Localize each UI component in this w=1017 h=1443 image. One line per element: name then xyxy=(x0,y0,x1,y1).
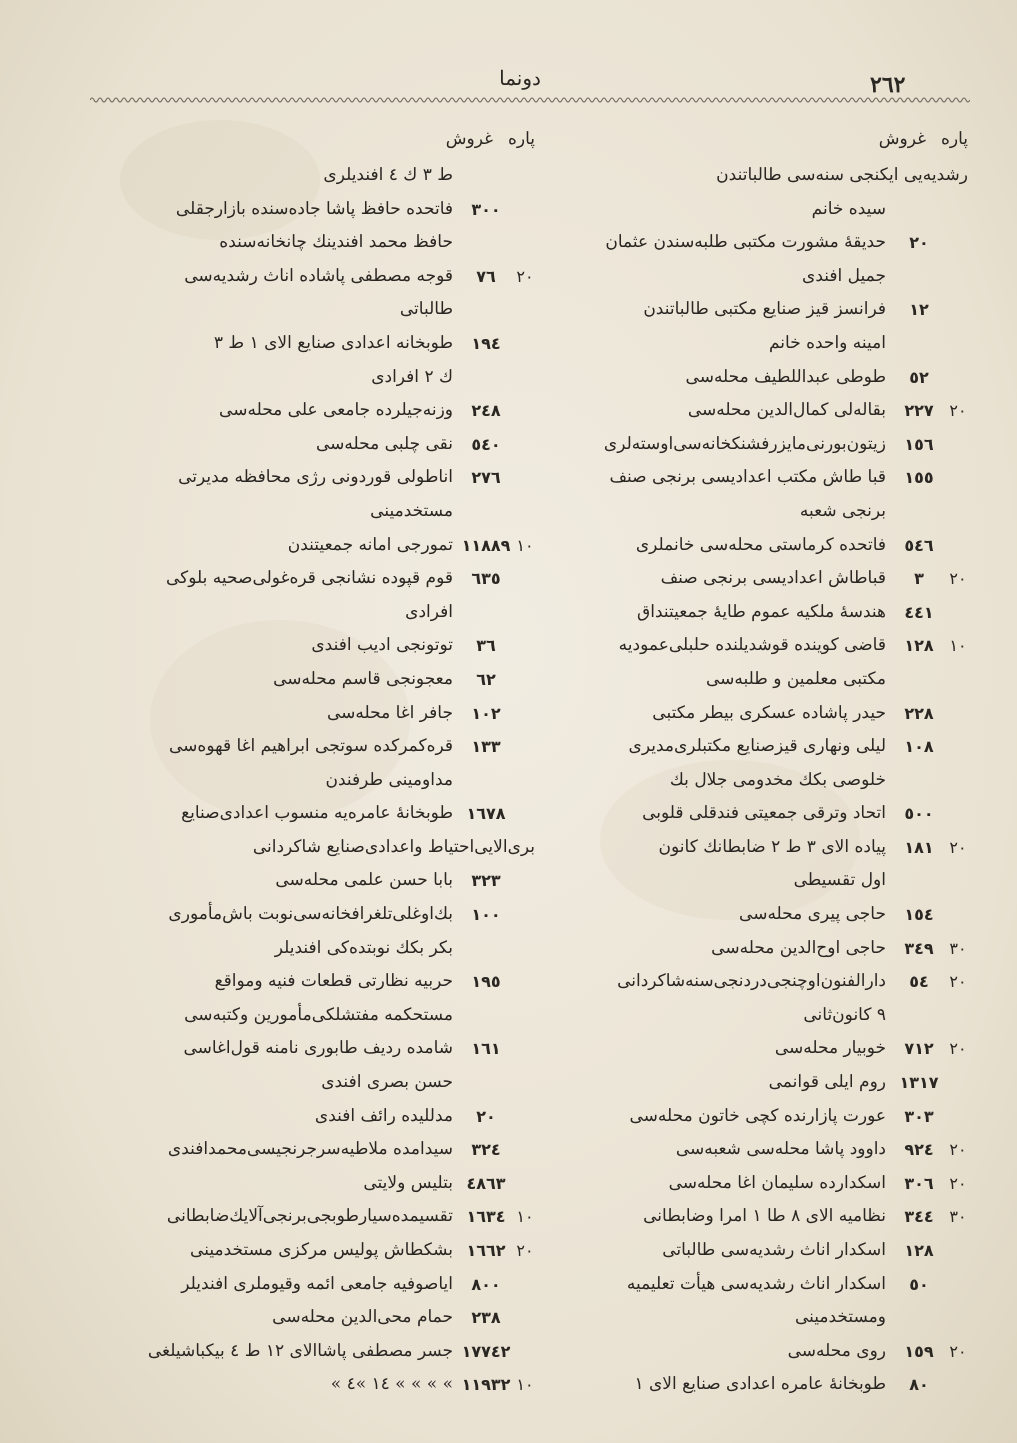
donor-description: حدیقهٔ مشورت مکتبی طلبه‌سندن عثمان xyxy=(605,232,886,253)
ghurush-amount: ۳۲٤ xyxy=(471,1140,501,1160)
donation-entry xyxy=(95,965,535,999)
ghurush-amount: ۱٦۱ xyxy=(471,1039,501,1059)
donation-entry xyxy=(95,226,535,260)
donation-entry xyxy=(528,1133,968,1167)
donation-entry xyxy=(528,1234,968,1268)
donation-entry xyxy=(528,260,968,294)
donation-entry xyxy=(528,764,968,798)
donor-description: ك ۲ افرادی xyxy=(371,366,453,387)
page-number: ۲٦۲ xyxy=(870,72,906,98)
donor-description: جافر اغا محله‌سی xyxy=(326,702,453,723)
donor-description: قوجه مصطفی پاشاده اناث رشدیه‌سی xyxy=(184,265,453,286)
ghurush-amount: ۸۰۰ xyxy=(471,1274,501,1294)
ghurush-amount: ۱٦۳٤ xyxy=(466,1207,506,1227)
ghurush-amount: ۷٦ xyxy=(476,266,496,286)
donor-description: افرادی xyxy=(405,601,453,622)
ghurush-amount: ۹۲٤ xyxy=(904,1140,934,1160)
donation-entry xyxy=(528,797,968,831)
donor-description: اتحاد وترقی جمعیتی فندقلی قلوبی xyxy=(642,803,886,824)
ghurush-amount: ٥٤ xyxy=(909,972,929,992)
para-amount: ۱۰ xyxy=(949,636,967,656)
left-column xyxy=(95,125,535,1395)
donation-entry xyxy=(528,327,968,361)
donor-description: فرانسز قیز صنایع مکتبی طالباتندن xyxy=(643,299,886,320)
donor-description: بتلیس ولایتی xyxy=(363,1172,453,1193)
ghurush-amount: ۲۰ xyxy=(476,1106,496,1126)
donor-description: حاجی پیری محله‌سی xyxy=(739,904,886,925)
ghurush-amount: ۲۲۷ xyxy=(904,401,934,421)
ghurush-amount: ۱٥٥ xyxy=(904,468,934,488)
donation-entry xyxy=(95,1032,535,1066)
donation-entry xyxy=(95,629,535,663)
para-amount: ۱۰ xyxy=(516,1375,534,1395)
ghurush-amount: ۱٦۷۸ xyxy=(466,804,506,824)
donation-entry xyxy=(528,730,968,764)
para-amount: ۲۰ xyxy=(949,569,967,589)
donor-description: قوم قپوده نشانجی قره‌غولی‌صحیه بلوکی xyxy=(165,568,453,589)
donor-description: خلوصی بکك مخدومی جلال بك xyxy=(669,769,886,790)
donor-description: مستخدمینی xyxy=(370,500,453,521)
ghurush-amount: ٥٤٦ xyxy=(904,535,934,555)
ghurush-amount: ۳۰۰ xyxy=(471,199,501,219)
donor-description: مداومینی طرفندن xyxy=(325,769,453,790)
donation-entry xyxy=(528,1167,968,1201)
donation-entry xyxy=(95,864,535,898)
para-header: پاره xyxy=(507,129,535,149)
donation-entry xyxy=(95,361,535,395)
donor-description: طوطی عبداللطیف محله‌سی xyxy=(685,366,886,387)
donor-description: حافظ محمد افندینك چانخانه‌سنده xyxy=(219,232,453,253)
donor-description: حیدر پاشاده عسکری بیطر مکتبی xyxy=(652,702,886,723)
donor-description: بابا حسن علمی محله‌سی xyxy=(275,870,453,891)
donor-description: قره‌کمرکده سوتجی ابراهیم اغا قهوه‌سی xyxy=(169,736,453,757)
para-amount: ۲۰ xyxy=(949,972,967,992)
donation-entry xyxy=(95,529,535,563)
donation-entry xyxy=(95,999,535,1033)
ghurush-amount: ۱۲۸ xyxy=(904,1241,934,1260)
donor-description: لیلی ونهاری قیزصنایع مکتبلری‌مدیری xyxy=(628,736,886,757)
ghurush-amount: ۱۰۲ xyxy=(471,703,501,723)
donation-entry xyxy=(528,1032,968,1066)
ghurush-amount: ۱٥٦ xyxy=(904,434,934,454)
donation-entry xyxy=(95,428,535,462)
donation-entry xyxy=(528,831,968,865)
donation-entry xyxy=(528,529,968,563)
donation-entry xyxy=(95,159,535,193)
para-amount: ۲۰ xyxy=(949,1173,967,1193)
donation-entry xyxy=(95,394,535,428)
ghurush-amount: ٥٤۰ xyxy=(471,434,501,454)
donor-description: فاتحده کرماستی محله‌سی خانملری xyxy=(635,534,886,555)
donation-entry xyxy=(528,629,968,663)
para-amount: ۲۰ xyxy=(949,1140,967,1160)
donation-entry xyxy=(95,898,535,932)
donor-description: بشکطاش پولیس مرکزی مستخدمینی xyxy=(190,1240,453,1260)
donation-entry xyxy=(95,1368,535,1402)
donation-entry xyxy=(95,1268,535,1302)
donation-entry xyxy=(528,898,968,932)
donation-entry xyxy=(95,1335,535,1369)
ghurush-amount: ۱۲ xyxy=(909,300,929,320)
ghurush-amount: ۱۳۱۷ xyxy=(899,1073,939,1093)
donor-description: عورت پازارنده کچی خاتون محله‌سی xyxy=(629,1105,886,1126)
donor-description: روی محله‌سی xyxy=(787,1340,886,1361)
donation-entry xyxy=(95,1100,535,1134)
ghurush-amount: ۱۰۰ xyxy=(471,905,501,925)
donor-description: سیدامده ملاطیه‌سرجرنجیسی‌محمدافندی xyxy=(167,1139,453,1160)
donor-description: امینه واحده خانم xyxy=(768,332,886,353)
ghurush-header: غروش xyxy=(445,129,493,149)
column-header xyxy=(95,125,535,159)
donation-entry xyxy=(528,1301,968,1335)
donor-description: نظامیه الای ۸ طا ۱ امرا وضابطانی xyxy=(643,1206,886,1227)
donation-entry xyxy=(528,159,968,193)
donation-entry xyxy=(95,193,535,227)
donor-description: اول تقسیطی xyxy=(793,870,886,891)
right-column xyxy=(528,125,968,1395)
donation-entry xyxy=(528,663,968,697)
ghurush-amount: ۲۳۸ xyxy=(471,1308,501,1328)
donation-entry xyxy=(95,327,535,361)
donation-entry xyxy=(528,1368,968,1402)
donation-entry xyxy=(528,999,968,1033)
donation-entry xyxy=(95,764,535,798)
donor-description: ومستخدمینی xyxy=(794,1307,886,1328)
donor-description: هندسهٔ ملکیه عموم طایهٔ جمعیتنداق xyxy=(637,601,886,622)
donation-entry xyxy=(95,461,535,495)
ghurush-amount: ۳ xyxy=(914,569,924,589)
donor-description: دارالفنون‌اوچنجی‌دردنجی‌سنه‌شاکردانی xyxy=(617,971,886,992)
ghurush-amount: ۱۷۷٤۲ xyxy=(461,1341,511,1361)
donor-description: داوود پاشا محله‌سی شعبه‌سی xyxy=(675,1139,886,1160)
donor-description: ۹ کانون‌ثانی xyxy=(803,1004,886,1025)
ghurush-amount: ۲۲۸ xyxy=(904,703,934,723)
para-amount: ۲۰ xyxy=(949,1039,967,1059)
donor-description: مستحکمه مفتشلکی‌مأمورین وکتبه‌سی xyxy=(184,1004,453,1025)
para-amount: ۲۰ xyxy=(949,401,967,421)
ghurush-amount: ۱۰۸ xyxy=(904,737,934,757)
donor-description: جمیل افندی xyxy=(802,265,886,286)
ghurush-amount: ۳۰٦ xyxy=(904,1173,934,1193)
ghurush-amount: ۱۹٤ xyxy=(471,333,501,353)
ghurush-amount: ٤٤۱ xyxy=(904,602,934,622)
donation-entry xyxy=(95,260,535,294)
donor-description: اسکدار اناث رشدیه‌سی طالباتی xyxy=(662,1240,886,1260)
para-amount: ۱۰ xyxy=(516,1207,534,1227)
donor-description: پیاده الای ۳ ط ۲ ضابطانك کانون xyxy=(658,836,886,857)
donation-entry xyxy=(528,293,968,327)
para-amount: ۳۰ xyxy=(949,1207,967,1227)
donor-description: حمام محی‌الدین محله‌سی xyxy=(272,1307,453,1328)
donor-description: بك‌اوغلی‌تلغرافخانه‌سی‌نوبت باش‌مأموری xyxy=(168,904,453,925)
donation-entry xyxy=(528,1335,968,1369)
donation-entry xyxy=(95,797,535,831)
ghurush-amount: ۳۰۳ xyxy=(904,1106,934,1126)
donor-description: جسر مصطفی پاشاالای ۱۲ ط ٤ بیکباشیلغی xyxy=(147,1340,453,1361)
donation-entry xyxy=(95,562,535,596)
ghurush-amount: ۳۲۳ xyxy=(471,871,501,891)
donation-entry xyxy=(528,461,968,495)
donation-entry xyxy=(95,663,535,697)
donation-entry xyxy=(528,428,968,462)
donor-description: حاجی اوح‌الدین محله‌سی xyxy=(711,937,886,958)
donation-entry xyxy=(95,1133,535,1167)
running-title: دونما xyxy=(499,66,541,90)
donor-description: اناطولی قوردونی رژی محافظه مدیرتی xyxy=(178,467,453,488)
donation-entry xyxy=(528,193,968,227)
donor-description: اسکدارده سلیمان اغا محله‌سی xyxy=(668,1172,886,1193)
donor-description: نقی چلبی محله‌سی xyxy=(316,433,453,454)
donation-entry xyxy=(528,596,968,630)
donation-entry xyxy=(95,293,535,327)
para-amount: ۳۰ xyxy=(949,938,967,958)
donation-entry xyxy=(528,226,968,260)
ghurush-amount: ٤۸٦۳ xyxy=(466,1173,506,1193)
donor-description: سیده خانم xyxy=(811,198,886,219)
para-amount: ۲۰ xyxy=(516,266,534,286)
donor-description: فاتحده حافظ پاشا جاده‌سنده بازارجقلی xyxy=(175,198,453,219)
donation-entry xyxy=(95,495,535,529)
donation-entry xyxy=(95,596,535,630)
donation-entry xyxy=(95,1066,535,1100)
donor-description: برنجی شعبه xyxy=(799,500,886,521)
ghurush-header: غروش xyxy=(878,129,926,149)
ghurush-amount: ۳٤۹ xyxy=(904,938,934,958)
donor-description: توتونجی ادیب افندی xyxy=(311,635,453,656)
ghurush-amount: ۳٦ xyxy=(476,636,496,656)
donor-description: خوبیار محله‌سی xyxy=(774,1038,886,1059)
donation-entry xyxy=(528,1066,968,1100)
donor-description: وزنه‌جیلرده جامعی علی محله‌سی xyxy=(219,400,453,421)
para-amount: ۲۰ xyxy=(516,1241,534,1260)
donation-entry xyxy=(528,1268,968,1302)
donor-description: رشدیه‌یی ایکنجی سنه‌سی طالباتندن xyxy=(716,165,968,185)
column-header xyxy=(528,125,968,159)
donor-description: تقسیمده‌سیارطوبجی‌برنجی‌آلایك‌ضابطانی xyxy=(166,1206,453,1227)
donation-entry xyxy=(528,1200,968,1234)
donation-entry xyxy=(95,730,535,764)
donation-entry xyxy=(528,697,968,731)
para-amount: ۱۰ xyxy=(516,535,534,555)
donation-entry xyxy=(95,1301,535,1335)
donor-description: قباطاش اعدادیسی برنجی صنف xyxy=(660,568,886,589)
donation-entry xyxy=(528,864,968,898)
donation-entry xyxy=(528,361,968,395)
donation-entry xyxy=(528,562,968,596)
ghurush-amount: ۱۱۹۳۲ xyxy=(461,1375,511,1395)
donor-description: ط ۳ ك ٤ افندیلری xyxy=(323,165,453,185)
ghurush-amount: ۳٤٤ xyxy=(904,1207,934,1227)
ghurush-amount: ۲۷٦ xyxy=(471,468,501,488)
donor-description: ایاصوفیه جامعی ائمه وقیوملری افندیلر xyxy=(181,1273,453,1294)
ghurush-amount: ۲۰ xyxy=(909,233,929,253)
donor-description: حربیه نظارتی قطعات فنیه ومواقع xyxy=(214,971,453,992)
ghurush-amount: ۱٥۹ xyxy=(904,1341,934,1361)
donor-description: طالباتی xyxy=(399,299,453,320)
ghurush-amount: ۱۸۱ xyxy=(904,837,934,857)
donation-entry xyxy=(528,394,968,428)
donor-description: بری‌الایی‌احتیاط‌ واعدادی‌صنایع شاکردانی xyxy=(252,836,535,857)
para-amount: ۲۰ xyxy=(949,1341,967,1361)
para-header: پاره xyxy=(940,129,968,149)
donor-description: قاضی کوینده قوشدیلنده حلبلی‌عمودیه xyxy=(618,635,886,656)
donation-entry xyxy=(95,1234,535,1268)
ghurush-amount: ٥۰ xyxy=(909,1274,929,1294)
donor-description: شامده ردیف طابوری نامنه قول‌اغاسی xyxy=(183,1038,453,1059)
donor-description: مدللیده رائف افندی xyxy=(314,1105,453,1126)
donation-entry xyxy=(95,932,535,966)
donor-description: بقاله‌لی کمال‌الدین محله‌سی xyxy=(687,400,886,421)
donation-entry xyxy=(95,831,535,865)
donation-entry xyxy=(528,965,968,999)
donation-entry xyxy=(95,1200,535,1234)
right-entries xyxy=(528,159,968,1402)
ghurush-amount: ۱۲۸ xyxy=(904,636,934,656)
donor-description: طوبخانه اعدادی صنایع الای ۱ ط ۳ xyxy=(213,332,453,353)
page-header xyxy=(0,60,1017,100)
header-wavy-rule xyxy=(90,96,970,104)
donor-description: بکر بکك نوبتده‌کی افندیلر xyxy=(274,937,453,958)
donation-entry xyxy=(528,495,968,529)
ghurush-amount: ۱۳۳ xyxy=(471,737,501,757)
donor-description: » » » » ۱٤ »٤ » xyxy=(330,1374,453,1395)
donor-description: روم ایلی قوانمی xyxy=(768,1072,886,1093)
para-amount: ۲۰ xyxy=(949,837,967,857)
left-entries xyxy=(95,159,535,1402)
ghurush-amount: ٥۰۰ xyxy=(904,804,934,824)
donor-description: قبا طاش مکتب اعدادیسی برنجی صنف xyxy=(609,467,886,488)
donation-entry xyxy=(528,1100,968,1134)
ghurush-amount: ۱٦٦۲ xyxy=(466,1241,506,1260)
donor-description: تمورجی امانه جمعیتندن xyxy=(287,534,453,555)
donor-description: مکتبی معلمین و طلبه‌سی xyxy=(706,668,886,689)
donor-description: معجونجی قاسم محله‌سی xyxy=(273,668,453,689)
ghurush-amount: ٦۳٥ xyxy=(471,569,501,589)
ghurush-amount: ۸۰ xyxy=(909,1375,929,1395)
ghurush-amount: ۱٥٤ xyxy=(904,905,934,925)
ghurush-amount: ۱۱۸۸۹ xyxy=(461,535,511,555)
donation-entry xyxy=(95,1167,535,1201)
ghurush-amount: ۱۹٥ xyxy=(471,972,501,992)
ghurush-amount: ۲٤۸ xyxy=(471,401,501,421)
ghurush-amount: ۷۱۲ xyxy=(904,1039,934,1059)
donor-description: طوبخانهٔ عامره‌یه منسوب اعدادی‌صنایع xyxy=(181,803,453,824)
donor-description: اسکدار اناث رشدیه‌سی هیأت تعلیمیه xyxy=(626,1273,886,1294)
donation-entry xyxy=(95,697,535,731)
donor-description: حسن بصری افندی xyxy=(321,1072,453,1093)
donor-description: زیتون‌بورنی‌مایزرفشنکخانه‌سی‌اوسته‌لری xyxy=(603,433,886,454)
ghurush-amount: ٦۲ xyxy=(476,669,496,689)
ghurush-amount: ٥۲ xyxy=(909,367,929,387)
donor-description: طوبخانهٔ عامره اعدادی صنایع الای ۱ xyxy=(634,1374,886,1395)
donation-entry xyxy=(528,932,968,966)
